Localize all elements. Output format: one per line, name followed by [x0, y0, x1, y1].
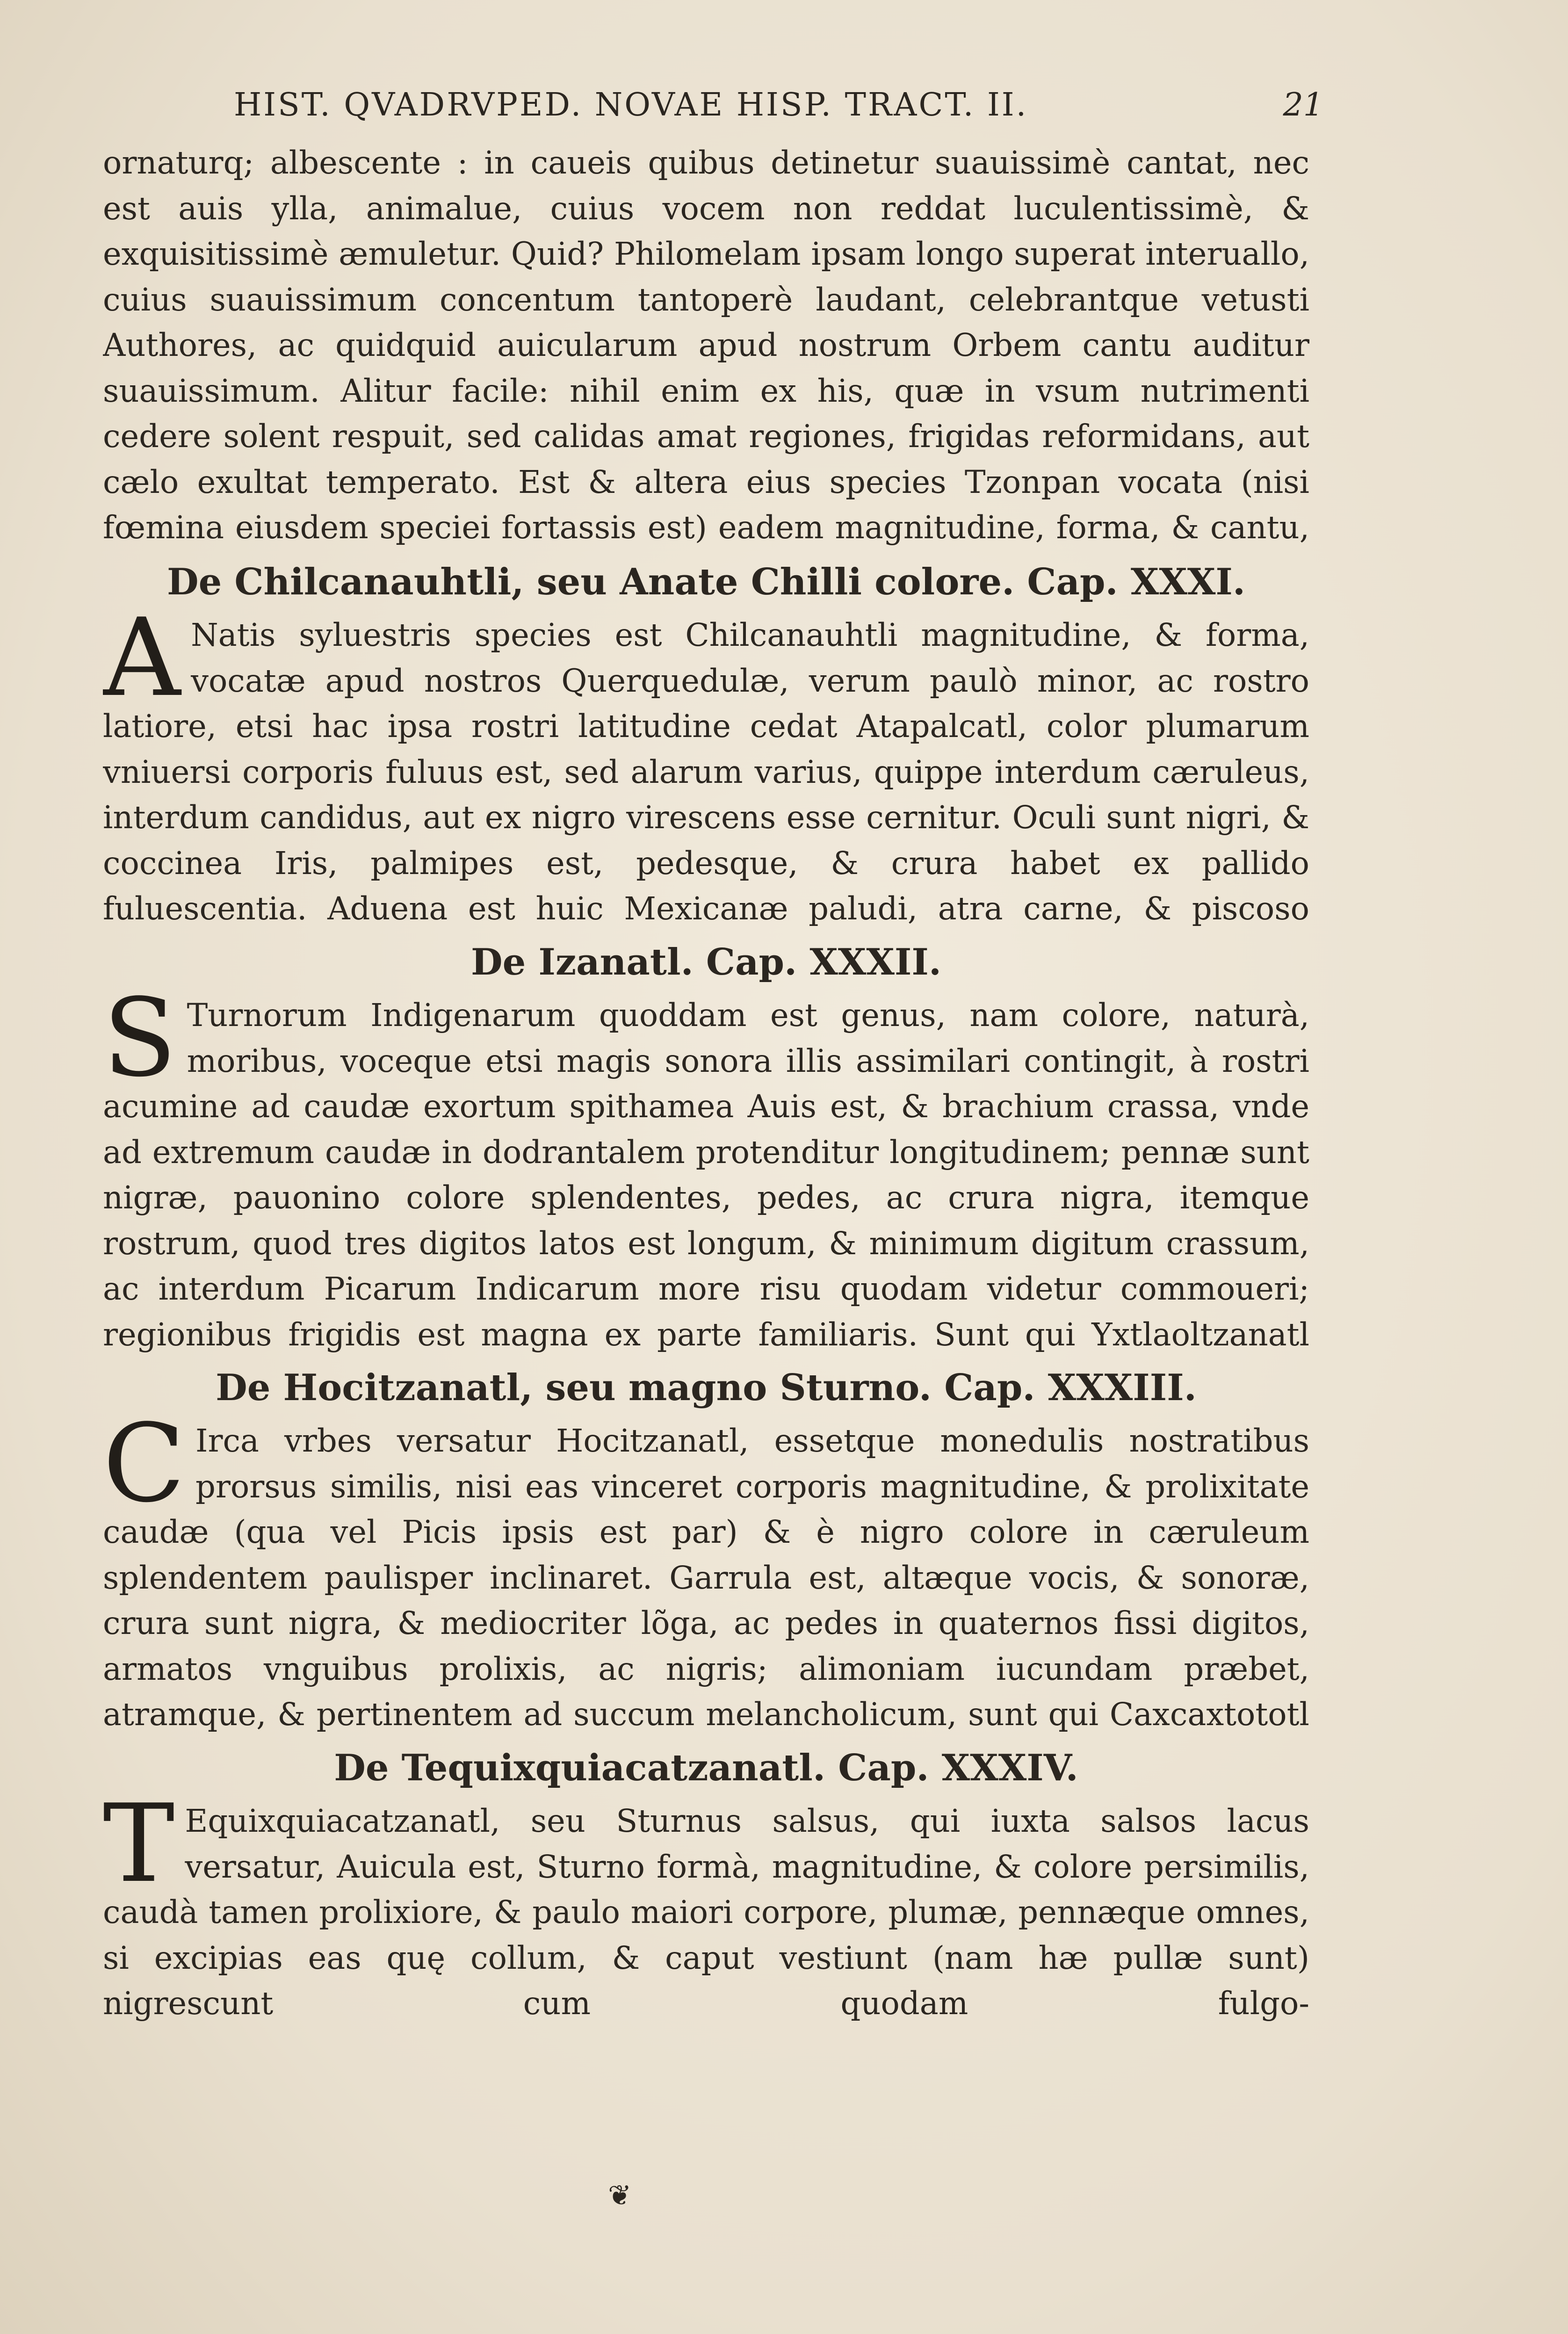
chapter-heading: De Izanatl. Cap. XXXII.	[470, 941, 942, 983]
page-body	[103, 140, 1309, 2104]
chapter-text	[103, 613, 1309, 932]
printers-ornament: ❦	[608, 2179, 632, 2212]
chapter-heading: De Hocitzanatl, seu magno Sturno. Cap. XXXIII.	[216, 1366, 1197, 1409]
page-number: 21	[1283, 87, 1323, 123]
chapter-body: Equixquiacatzanatl, seu Sturnus salsus, qui iuxta salsos lacus versatur, Auicula est, Sturno formà, magnitudine, & colore persimilis, caudà tamen prolixiore, & paulo maiori corpore, plumæ, pennæque omnes, si excipias eas quę collum, & caput vestiunt (nam hæ pullæ sunt) nigrescunt cum quodam fulgo-	[103, 1803, 1309, 2022]
continued-text: ornaturq; albescente : in caueis quibus detinetur suauissimè cantat, nec est auis ylla, animalue, cuius vocem non reddat luculentissimè, & exquisitissimè æmuletur. Quid? Philomelam ipsam longo superat interuallo, cuius suauissimum concentum tantoperè laudant, celebrantque vetusti Authores, ac quidquid auicularum apud nostrum Orbem cantu auditur suauissimum. Alitur facile: nihil enim ex his, quæ in vsum nutrimenti cedere solent respuit, sed calidas amat regiones, frigidas reformidans, aut cælo exultat temperato. Est & altera eius species Tzonpan vocata (nisi fœmina eiusdem speciei fortassis est) eadem magnitudine, forma, & cantu,	[103, 145, 1309, 546]
chapter-text	[103, 1418, 1309, 1738]
chapter-body: Irca vrbes versatur Hocitzanatl, essetque monedulis nostratibus prorsus similis, nisi eas vinceret corporis magnitudine, & prolixitate caudæ (qua vel Picis ipsis est par) & è nigro colore in cæruleum splendentem paulisper inclinaret. Garrula est, altæque vocis, & sonoræ, crura sunt nigra, & mediocriter lõga, ac pedes in quaternos fissi digitos, armatos vnguibus prolixis, ac nigris; alimoniam iucundam præbet, atramque, & pertinentem ad succum melancholicum, sunt qui Caxcaxtototl	[103, 1423, 1309, 1733]
chapter-32	[103, 932, 1309, 1358]
drop-cap: S	[103, 993, 177, 1101]
chapter-body: Natis syluestris species est Chilcanauhtli magnitudine, & forma, vocatæ apud nostros Querquedulæ, verum paulò minor, ac rostro latiore, etsi hac ipsa rostri latitudine cedat Atapalcatl, color plumarum vniuersi corporis fuluus est, sed alarum varius, quippe interdum cæruleus, interdum candidus, aut ex nigro virescens esse cernitur. Oculi sunt nigri, & coccinea Iris, palmipes est, pedesque, & crura habet ex pallido fuluescentia. Aduena est huic Mexicanæ paludi, atra carne, & piscoso	[103, 617, 1309, 927]
running-head-title: HIST. QVADRVPED. NOVAE HISP. TRACT. II.	[234, 87, 1028, 123]
chapter-text	[103, 993, 1309, 1358]
chapter-heading: De Chilcanauhtli, seu Anate Chilli colore. Cap. XXXI.	[166, 561, 1246, 603]
chapter-34	[103, 1738, 1309, 2027]
drop-cap: C	[103, 1418, 185, 1526]
chapter-body: Turnorum Indigenarum quoddam est genus, nam colore, naturà, moribus, voceque etsi magis sonora illis assimilari contingit, à rostri acumine ad caudæ exortum spithamea Auis est, & brachium crassa, vnde ad extremum caudæ in dodrantalem protenditur longitudinem; pennæ sunt nigræ, pauonino colore splendentes, pedes, ac crura nigra, itemque rostrum, quod tres digitos latos est longum, & minimum digitum crassum, ac interdum Picarum Indicarum more risu quodam videtur commoueri; regionibus frigidis est magna ex parte familiaris. Sunt qui Yxtlaoltzanatl	[103, 997, 1309, 1353]
chapter-33	[103, 1358, 1309, 1738]
chapter-31	[103, 552, 1309, 932]
running-head	[234, 87, 1323, 138]
drop-cap: A	[103, 613, 181, 721]
chapter-text	[103, 1799, 1309, 2027]
continued-paragraph	[103, 140, 1309, 552]
drop-cap: T	[103, 1799, 175, 1907]
chapter-heading: De Tequixquiacatzanatl. Cap. XXXIV.	[334, 1747, 1078, 1789]
